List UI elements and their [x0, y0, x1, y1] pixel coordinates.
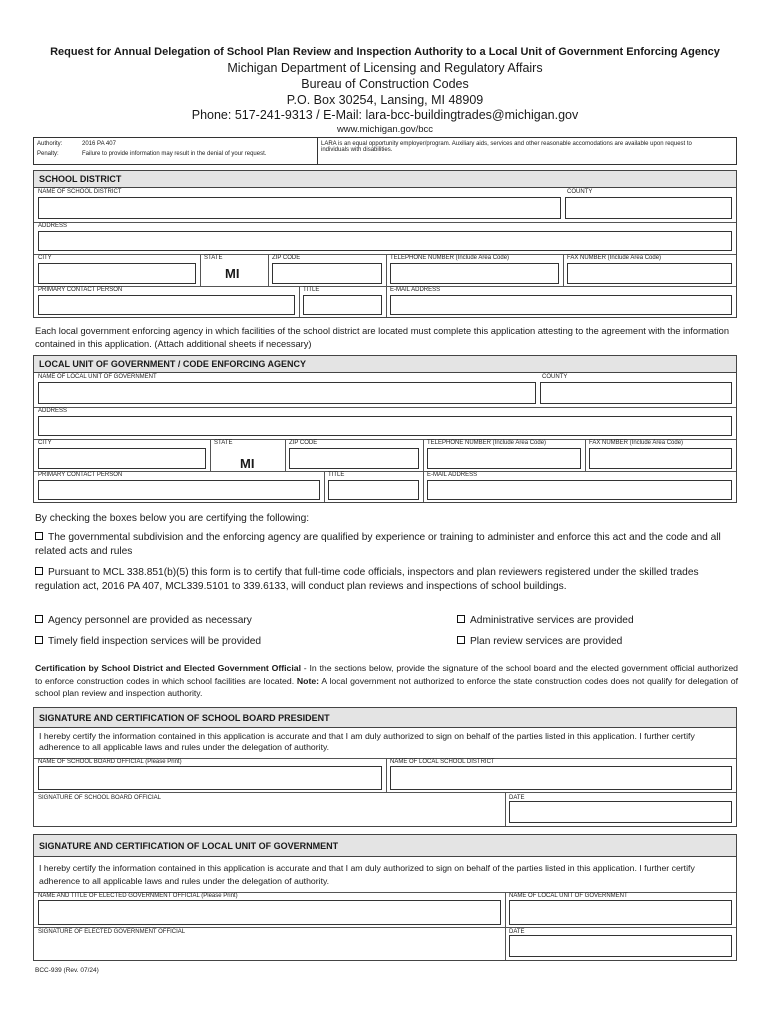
contact-info: Phone: 517-241-9313 / E-Mail: lara-bcc-buildingtrades@michigan.gov [191, 108, 579, 122]
local-gov-name-field[interactable] [509, 900, 732, 925]
website[interactable]: www.michigan.gov/bcc [336, 124, 434, 135]
checkbox-field-inspection[interactable] [35, 636, 43, 644]
elected-official-name-label: NAME AND TITLE OF ELECTED GOVERNMENT OFFICIAL (Please Print) [38, 893, 238, 899]
school-board-cert-text: I hereby certify the information contained in this application is accurate and that I am duly authorized to sign on behalf of the parties listed in this application. I further certify adherence to all applicable laws and rules under the delegation of authority. [39, 731, 695, 752]
certify-item-3 [35, 614, 252, 628]
local-zip-label: ZIP CODE [289, 440, 318, 446]
checkbox-plan-review[interactable] [457, 636, 465, 644]
certification-note: Note: [296, 675, 320, 686]
school-official-name-label: NAME OF SCHOOL BOARD OFFICIAL (Please Print) [38, 759, 182, 765]
school-state-value: MI [225, 266, 240, 281]
elected-official-name-field[interactable] [38, 900, 501, 925]
school-county-label: COUNTY [567, 189, 593, 195]
school-board-signature-header: SIGNATURE AND CERTIFICATION OF SCHOOL BOARD PRESIDENT [34, 708, 736, 728]
school-district-name-label: NAME OF LOCAL SCHOOL DISTRICT [390, 759, 495, 765]
mailing-address: P.O. Box 30254, Lansing, MI 48909 [286, 93, 484, 107]
certify-lead: By checking the boxes below you are certifying the following: [35, 513, 310, 524]
local-gov-name-label: NAME OF LOCAL UNIT OF GOVERNMENT [509, 893, 628, 899]
certification-bold: Certification by School District and Elected Government Official [35, 663, 302, 673]
authority-box [33, 137, 737, 165]
local-phone-label: TELEPHONE NUMBER (Include Area Code) [427, 440, 547, 446]
school-official-name-field[interactable] [38, 766, 382, 790]
certification-paragraph [35, 662, 738, 700]
school-contact-field[interactable] [38, 295, 295, 315]
school-email-label: E-MAIL ADDRESS [390, 287, 441, 293]
school-date-field[interactable] [509, 801, 732, 823]
checkbox-pursuant[interactable] [35, 567, 43, 575]
local-city-label: CITY [38, 440, 52, 446]
penalty-value: Failure to provide information may result in the denial of your request. [82, 151, 267, 157]
school-zip-label: ZIP CODE [272, 255, 301, 261]
school-state-label: STATE [204, 255, 223, 261]
checkbox-qualified[interactable] [35, 532, 43, 540]
school-address-label: ADDRESS [38, 223, 68, 229]
school-name-label: NAME OF SCHOOL DISTRICT [38, 189, 122, 195]
school-county-field[interactable] [565, 197, 732, 219]
certify-item-2-text: Pursuant to MCL 338.851(b)(5) this form is to certify that full-time code officials, inspectors and plan reviewers registered under the skilled trades regulation act, 2016 PA 407, MCL339.5101 to 339.6133, will conduct plan reviews and inspections of school buildings. [35, 567, 699, 592]
school-district-section [33, 170, 737, 318]
local-phone-field[interactable] [427, 448, 581, 469]
school-fax-label: FAX NUMBER (Include Area Code) [567, 255, 662, 261]
elected-signature-field[interactable] [38, 935, 501, 957]
school-address-field[interactable] [38, 231, 732, 251]
certify-item-6-text: Plan review services are provided [470, 636, 623, 647]
elected-signature-label: SIGNATURE OF ELECTED GOVERNMENT OFFICIAL [38, 929, 186, 935]
certify-item-1-text: The governmental subdivision and the enforcing agency are qualified by experience or training to administer and enforce this act and the code and all related acts and rules [35, 532, 721, 557]
local-name-field[interactable] [38, 382, 536, 404]
local-address-field[interactable] [38, 416, 732, 436]
school-board-signature-section [33, 707, 737, 827]
bureau-name: Bureau of Construction Codes [301, 77, 469, 91]
certification-text-2: A local government not authorized to enforce the state construction codes does not qualify for delegation of school plan review and inspection authority. [35, 675, 738, 698]
local-gov-cert-text: I hereby certify the information contained in this application is accurate and that I am duly authorized to sign on behalf of the parties listed in this application. I further certify adherence to all applicable laws and rules under the delegation of authority. [39, 863, 695, 886]
certify-item-5-text: Timely field inspection services will be provided [48, 636, 262, 647]
certify-item-5 [35, 635, 261, 649]
school-signature-field[interactable] [38, 801, 501, 823]
certify-item-4 [457, 614, 634, 628]
local-date-field[interactable] [509, 935, 732, 957]
local-county-field[interactable] [540, 382, 732, 404]
local-state-label: STATE [214, 440, 233, 446]
local-date-label: DATE [509, 929, 525, 935]
school-zip-field[interactable] [272, 263, 382, 284]
certify-item-2 [35, 566, 725, 594]
school-email-field[interactable] [390, 295, 732, 315]
local-state-value: MI [240, 456, 255, 471]
local-title-label: TITLE [328, 472, 345, 478]
penalty-label: Penalty: [37, 151, 59, 157]
checkbox-agency-personnel[interactable] [35, 615, 43, 623]
local-title-field[interactable] [328, 480, 419, 500]
lara-note: LARA is an equal opportunity employer/program. Auxiliary aids, services and other reasonable accomodations are available upon request to individuals with disabilities. [321, 141, 692, 154]
authority-value: 2016 PA 407 [82, 141, 116, 147]
department-name: Michigan Department of Licensing and Regulatory Affairs [227, 61, 543, 75]
local-gov-signature-section [33, 834, 737, 961]
form-title: Request for Annual Delegation of School Plan Review and Inspection Authority to a Local Unit of Government Enforcing Agency [50, 46, 720, 58]
form-number: BCC-939 (Rev. 07/24) [35, 967, 99, 974]
certification-text-1: - In the sections below, provide the signature of the school board and the elected government official authorized to enforce construction codes in which school facilities are located. [35, 663, 739, 686]
school-contact-label: PRIMARY CONTACT PERSON [38, 287, 123, 293]
school-date-label: DATE [509, 795, 525, 801]
local-address-label: ADDRESS [38, 408, 68, 414]
local-gov-signature-header: SIGNATURE AND CERTIFICATION OF LOCAL UNIT OF GOVERNMENT [34, 835, 736, 857]
local-county-label: COUNTY [542, 374, 568, 380]
local-name-label: NAME OF LOCAL UNIT OF GOVERNMENT [38, 374, 157, 380]
local-email-field[interactable] [427, 480, 732, 500]
checkbox-administrative[interactable] [457, 615, 465, 623]
local-unit-header: LOCAL UNIT OF GOVERNMENT / CODE ENFORCING AGENCY [34, 356, 736, 373]
school-city-label: CITY [38, 255, 52, 261]
school-title-field[interactable] [303, 295, 382, 315]
certify-item-1 [35, 531, 725, 559]
school-fax-field[interactable] [567, 263, 732, 284]
intro-text: Each local government enforcing agency in which facilities of the school district are located must complete this application attesting to the agreement with the information contained in this application. (Attach additional sheets if necessary) [35, 326, 730, 349]
local-unit-section [33, 355, 737, 503]
school-phone-field[interactable] [390, 263, 559, 284]
certify-item-6 [457, 635, 622, 649]
local-fax-label: FAX NUMBER (Include Area Code) [589, 440, 684, 446]
certify-item-3-text: Agency personnel are provided as necessary [48, 615, 252, 626]
local-zip-field[interactable] [289, 448, 419, 469]
school-signature-label: SIGNATURE OF SCHOOL BOARD OFFICIAL [38, 795, 162, 801]
school-phone-label: TELEPHONE NUMBER (Include Area Code) [390, 255, 510, 261]
local-contact-field[interactable] [38, 480, 320, 500]
local-contact-label: PRIMARY CONTACT PERSON [38, 472, 123, 478]
school-title-label: TITLE [303, 287, 320, 293]
authority-label: Authority: [37, 141, 63, 147]
school-district-name-field[interactable] [390, 766, 732, 790]
local-fax-field[interactable] [589, 448, 732, 469]
school-city-field[interactable] [38, 263, 196, 284]
local-email-label: E-MAIL ADDRESS [427, 472, 478, 478]
local-city-field[interactable] [38, 448, 206, 469]
school-district-header: SCHOOL DISTRICT [34, 171, 736, 188]
school-name-field[interactable] [38, 197, 561, 219]
certify-item-4-text: Administrative services are provided [470, 615, 634, 626]
